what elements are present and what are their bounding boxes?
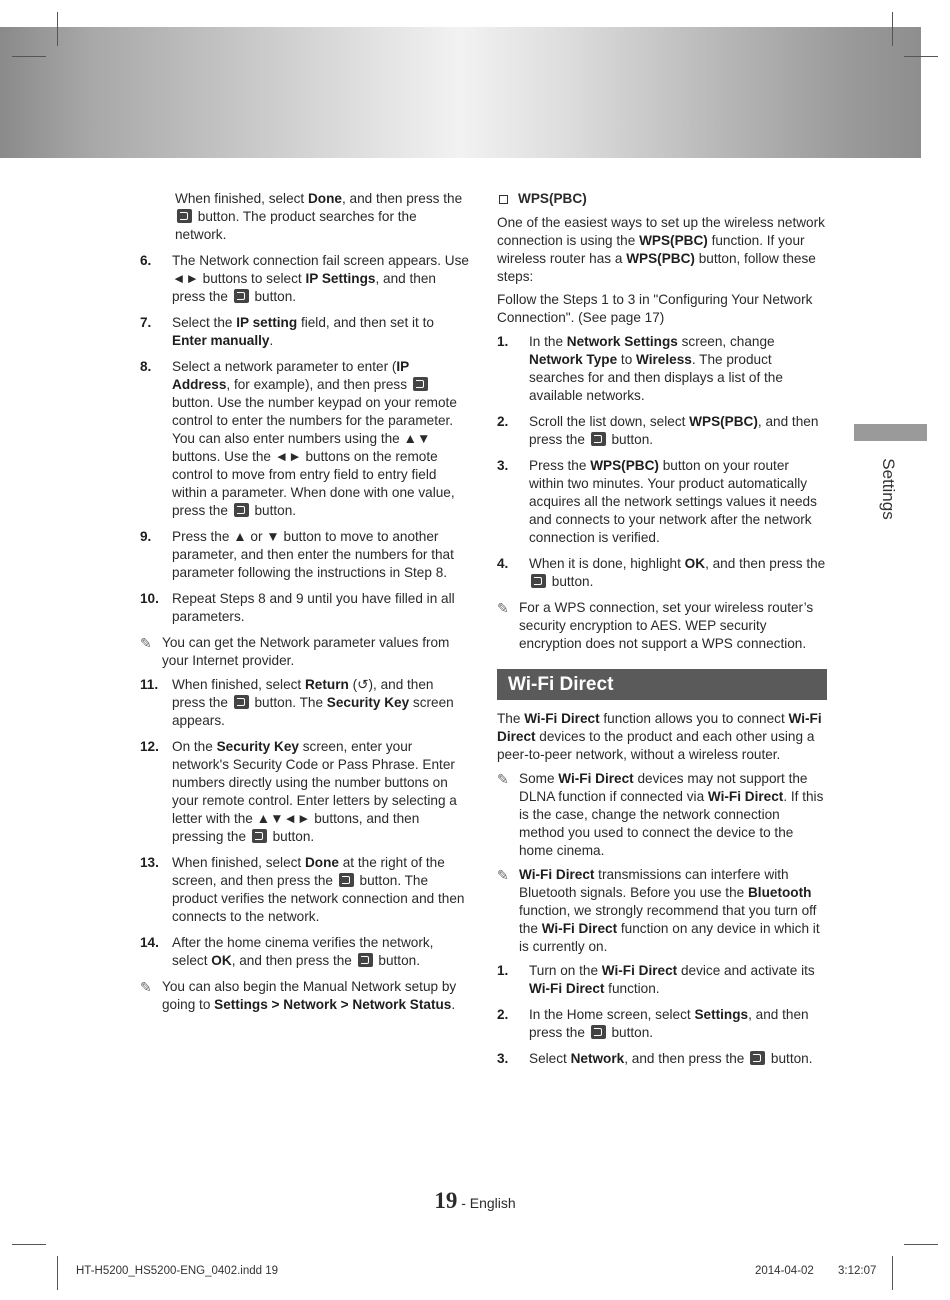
- wps-step-4: [497, 555, 827, 591]
- side-tab-marker: [854, 424, 927, 441]
- enter-button-icon: [234, 503, 249, 517]
- step-11: [140, 676, 470, 730]
- wifi-step-1: [497, 962, 827, 998]
- footer-filename: HT-H5200_HS5200-ENG_0402.indd 19: [76, 1265, 279, 1277]
- step-text: Scroll the list down, select WPS(PBC), and then press the button.: [529, 414, 819, 447]
- enter-button-icon: [591, 432, 606, 446]
- step-number: 1.: [497, 963, 509, 978]
- crop-mark: [892, 1256, 893, 1290]
- step-12: [140, 738, 470, 846]
- step-text: When finished, select Return (↺), and then press the button. The Security Key screen appears.: [172, 677, 454, 728]
- step-text: On the Security Key screen, enter your network's Security Code or Pass Phrase. Enter numbers directly using the number buttons on your remote control. Enter letters by selecting a letter with the ▲▼◄► buttons, and then pressing the button.: [172, 739, 457, 844]
- crop-mark: [904, 1244, 938, 1245]
- note-text: For a WPS connection, set your wireless router’s security encryption to AES. WEP security encryption does not support a WPS connection.: [519, 600, 814, 651]
- step-number: 12.: [140, 739, 159, 754]
- step-text: Select Network, and then press the button.: [529, 1051, 813, 1066]
- crop-mark: [57, 1256, 58, 1290]
- note: [140, 978, 470, 1014]
- text: , and then press the: [341, 191, 463, 206]
- step-14: [140, 934, 470, 970]
- crop-mark: [12, 1244, 46, 1245]
- wps-step-2: [497, 413, 827, 449]
- enter-button-icon: [339, 873, 354, 887]
- wps-step-1: [497, 333, 827, 405]
- step-8: [140, 358, 470, 520]
- pencil-note-icon: ✎: [497, 867, 509, 883]
- step-number: 2.: [497, 414, 509, 429]
- header-banner: [0, 27, 921, 158]
- enter-button-icon: [750, 1051, 765, 1065]
- wps-paragraph: Follow the Steps 1 to 3 in "Configuring Your Network Connection". (See page 17): [497, 292, 813, 325]
- crop-mark: [892, 12, 893, 46]
- step-text: Turn on the Wi-Fi Direct device and activate its Wi-Fi Direct function.: [529, 963, 815, 996]
- step-text: Repeat Steps 8 and 9 until you have filled in all parameters.: [172, 591, 455, 624]
- wifi-direct-heading: Wi-Fi Direct: [497, 669, 827, 700]
- left-column: [140, 190, 470, 1020]
- side-tab-label: Settings: [879, 458, 898, 520]
- note-text: You can get the Network parameter values from your Internet provider.: [162, 635, 450, 668]
- step-text: Select the IP setting field, and then set it to Enter manually.: [172, 315, 434, 348]
- step-number: 11.: [140, 677, 159, 692]
- pencil-note-icon: ✎: [497, 771, 509, 787]
- step-number: 14.: [140, 935, 159, 950]
- intro-paragraph: [140, 190, 470, 244]
- enter-button-icon: [358, 953, 373, 967]
- enter-button-icon: [234, 695, 249, 709]
- enter-button-icon: [413, 377, 428, 391]
- step-number: 9.: [140, 529, 152, 544]
- step-number: 7.: [140, 315, 152, 330]
- step-text: After the home cinema verifies the network, select OK, and then press the button.: [172, 935, 434, 968]
- page-number-value: 19: [434, 1188, 458, 1213]
- step-7: [140, 314, 470, 350]
- page-language: - English: [457, 1195, 516, 1211]
- step-10: [140, 590, 470, 626]
- wifi-step-2: [497, 1006, 827, 1042]
- step-number: 4.: [497, 556, 509, 571]
- step-number: 8.: [140, 359, 152, 374]
- wifi-step-3: [497, 1050, 827, 1068]
- wps-paragraph: One of the easiest ways to set up the wireless network connection is using the WPS(PBC) function. If your wireless router has a WPS(PBC) button, follow these steps:: [497, 215, 825, 284]
- wifi-paragraph: The Wi-Fi Direct function allows you to connect Wi-Fi Direct devices to the product and each other using a peer-to-peer network, without a wireless router.: [497, 711, 822, 762]
- wps-step-3: [497, 457, 827, 547]
- note: [497, 599, 827, 653]
- crop-mark: [904, 56, 938, 57]
- step-text: The Network connection fail screen appears. Use ◄► buttons to select IP Settings, and then press the button.: [172, 253, 469, 304]
- note: [140, 634, 470, 670]
- step-number: 6.: [140, 253, 152, 268]
- pencil-note-icon: ✎: [140, 979, 152, 995]
- step-number: 10.: [140, 591, 159, 606]
- step-text: In the Home screen, select Settings, and then press the button.: [529, 1007, 809, 1040]
- footer-date: 2014-04-02: [755, 1265, 814, 1277]
- step-text: Press the WPS(PBC) button on your router within two minutes. Your product automatically acquires all the network settings values it needs and connects to your network after the network connection is verified.: [529, 458, 817, 545]
- enter-button-icon: [531, 574, 546, 588]
- crop-mark: [12, 56, 46, 57]
- step-text: When it is done, highlight OK, and then press the button.: [529, 556, 826, 589]
- pencil-note-icon: ✎: [497, 600, 509, 616]
- note-text: You can also begin the Manual Network setup by going to Settings > Network > Network Status.: [162, 979, 457, 1012]
- enter-button-icon: [252, 829, 267, 843]
- checkbox-bullet-icon: [499, 195, 508, 204]
- step-number: 1.: [497, 334, 509, 349]
- crop-mark: [57, 12, 58, 46]
- note-text: Some Wi-Fi Direct devices may not support the DLNA function if connected via Wi-Fi Direct. If this is the case, change the network connection method you used to connect the device to the home cinema.: [519, 771, 824, 858]
- enter-button-icon: [234, 289, 249, 303]
- enter-button-icon: [177, 209, 192, 223]
- step-13: [140, 854, 470, 926]
- text: button. The product searches for the network.: [175, 209, 417, 242]
- step-text: In the Network Settings screen, change Network Type to Wireless. The product searches for and then displays a list of the available networks.: [529, 334, 783, 403]
- enter-button-icon: [591, 1025, 606, 1039]
- step-number: 13.: [140, 855, 159, 870]
- step-number: 3.: [497, 458, 509, 473]
- page-number: [0, 1188, 950, 1213]
- step-9: [140, 528, 470, 582]
- step-number: 2.: [497, 1007, 509, 1022]
- step-6: [140, 252, 470, 306]
- right-column: [497, 190, 827, 1076]
- step-number: 3.: [497, 1051, 509, 1066]
- wps-title: WPS(PBC): [518, 191, 587, 206]
- note: [497, 770, 827, 860]
- note: [497, 866, 827, 956]
- step-text: Select a network parameter to enter (IP Address, for example), and then press button. Use the number keypad on your remote control to enter the numbers for the parameter. You can also enter numbers using the ▲▼ buttons. Use the ◄► buttons on the remote control to move from entry field to entry field within a parameter. When done with one value, press the button.: [172, 359, 457, 518]
- pencil-note-icon: ✎: [140, 635, 152, 651]
- text: When finished, select: [175, 191, 308, 206]
- footer-time: 3:12:07: [838, 1265, 877, 1277]
- step-text: Press the ▲ or ▼ button to move to another parameter, and then enter the numbers for that parameter following the instructions in Step 8.: [172, 529, 454, 580]
- done-label: Done: [307, 191, 342, 206]
- wps-heading: [497, 190, 827, 208]
- note-text: Wi-Fi Direct transmissions can interfere with Bluetooth signals. Before you use the Bluetooth function, we strongly recommend that you turn off the Wi-Fi Direct function on any device in which it is currently on.: [519, 867, 820, 954]
- step-text: When finished, select Done at the right of the screen, and then press the button. The product verifies the network connection and then connects to the network.: [172, 855, 465, 924]
